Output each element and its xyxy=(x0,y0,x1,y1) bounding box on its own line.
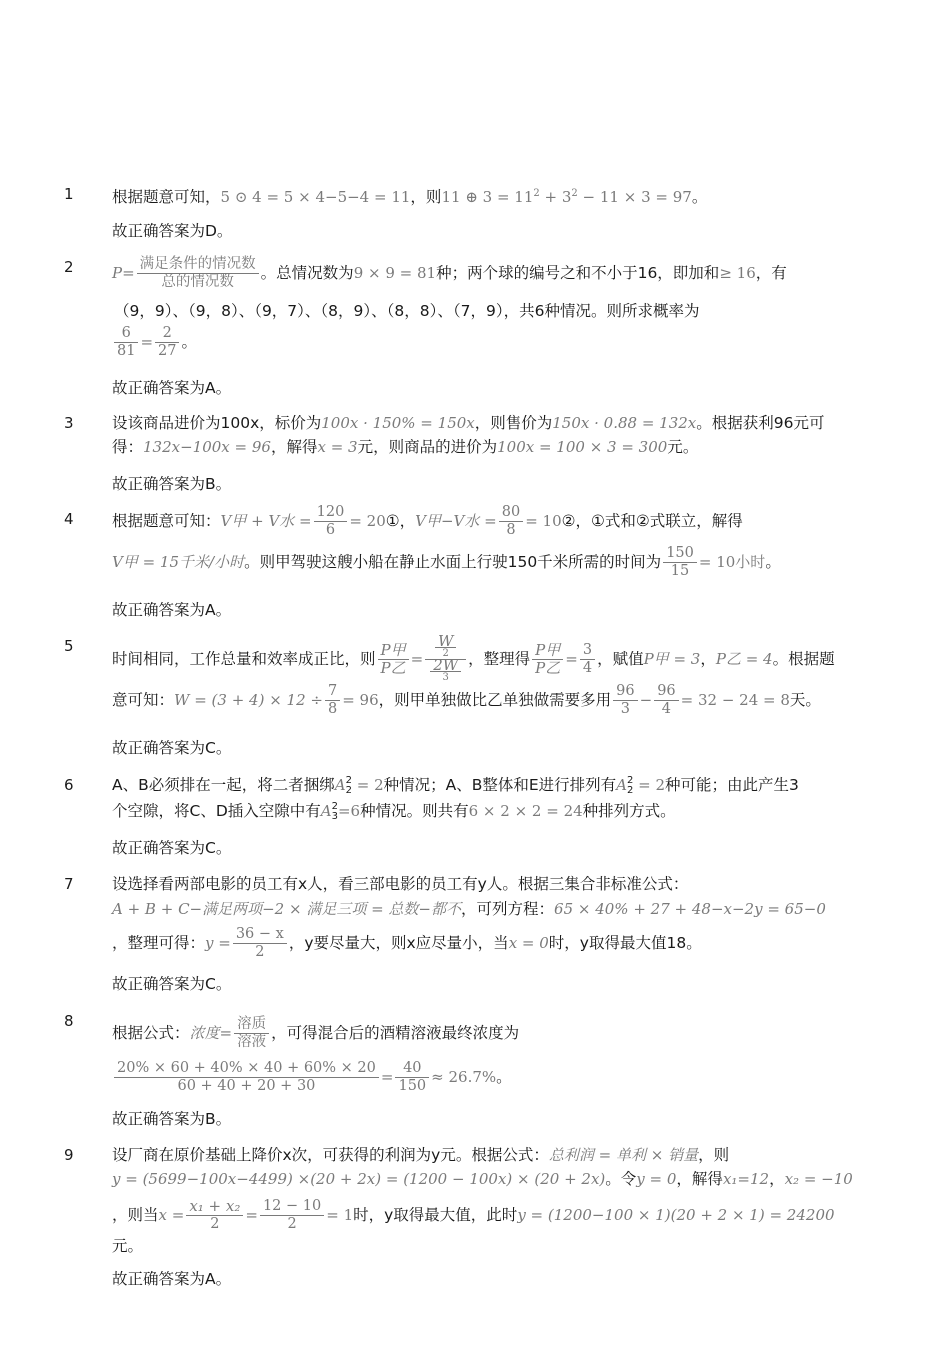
conclusion: 故正确答案为D。 xyxy=(112,222,233,240)
explanation-line: 设该商品进价为100x，标价为100x · 150% = 150x，则售价为150x · 0.88 = 132x。根据获利96元可 xyxy=(112,414,825,432)
explanation-line: y = (5699−100x−4499) ×(20 + 2x) = (1200 − 100x) × (20 + 2x)。令y = 0，解得x₁=12，x₂ = −10 xyxy=(112,1170,853,1188)
item-number: 4 xyxy=(64,510,74,528)
explanation-line: 根据题意可知：V甲 + V水 = $\frac{120}{6}$ = 20①，V甲−V水 = $\frac{80}{8}$ = 10②，①式和②式联立，解得 xyxy=(112,504,743,538)
explanation-line: 元。 xyxy=(112,1237,144,1255)
explanation-line xyxy=(112,183,707,208)
explanation-line: ，则当x = $\frac{\text{x₁ + x₂}}{2}$ = $\frac{12 - 10}{2}$ = 1时，y取得最大值，此时y = (1200−100 × 1)(20 + 2 × 1) = 24200 xyxy=(112,1197,835,1232)
fraction: $\frac{\text{溶质}}{\text{溶液}}$ xyxy=(234,1016,269,1051)
fraction: $\frac{\text{满足条件的情况数}}{\text{总的情况数}}$ xyxy=(137,256,259,291)
conclusion: 故正确答案为C。 xyxy=(112,839,232,857)
item-number: 6 xyxy=(64,776,74,794)
fraction: $\frac{3}{4}$ xyxy=(580,642,595,677)
text: 。 xyxy=(691,188,708,206)
fraction: $\frac{36 - x}{2}$ xyxy=(233,926,287,961)
item-number: 9 xyxy=(64,1146,74,1164)
conclusion: 故正确答案为B。 xyxy=(112,1110,232,1128)
item-number: 7 xyxy=(64,875,74,893)
explanation-line: A、B必须排在一起，将二者捆绑A2 2 = 2种情况；A、B整体和E进行排列有A2 2 = 2种可能；由此产生3 xyxy=(112,774,799,796)
fraction: $\frac{40}{150}$ xyxy=(395,1060,429,1095)
fraction: $\frac{20\% \times 60 + 40\% \times 40 + 60\% \times 20}{60 + 40 + 20 + 30}$ xyxy=(114,1060,379,1095)
item-number: 2 xyxy=(64,258,74,276)
explanation-line: 意可知：W = (3 + 4) × 12 ÷ $\frac{7}{8}$ = 96，则甲单独做比乙单独做需要多用 $\frac{96}{3}$ − $\frac{96}{4}$ = 32 − 24 = 8天。 xyxy=(112,683,821,717)
fraction: $\frac{96}{4}$ xyxy=(654,683,678,718)
explanation-line: $\frac{6}{81}$ = $\frac{2}{27}$ 。 xyxy=(112,325,197,360)
conclusion: 故正确答案为C。 xyxy=(112,975,232,993)
explanation-line: 设选择看两部电影的员工有x人，看三部电影的员工有y人。根据三集合非标准公式： xyxy=(112,875,689,893)
fraction: $\frac{\frac{W}{2}}{\frac{2W}{3}}$ xyxy=(425,636,466,683)
fraction: $\frac{96}{3}$ xyxy=(613,683,637,718)
conclusion: 故正确答案为A。 xyxy=(112,1270,232,1288)
fraction: $\frac{2}{27}$ xyxy=(155,325,179,360)
fraction: $\frac{120}{6}$ xyxy=(314,504,348,539)
conclusion: 故正确答案为B。 xyxy=(112,475,232,493)
explanation-line: 个空隙，将C、D插入空隙中有A2 3=6种情况。则共有6 × 2 × 2 = 24种排列方式。 xyxy=(112,800,676,822)
text: ，则 xyxy=(410,188,442,206)
math: 11 ⊕ $3 = 11^2 + 3^2 - 11 \times 3 = 97$ xyxy=(441,188,692,206)
explanation-line: （9，9）、（9，8）、（9，7）、（8，9）、（8，8）、（7，9），共6种情况。则所求概率为 xyxy=(114,302,700,320)
fraction: $\frac{7}{8}$ xyxy=(325,683,340,718)
explanation-line: P= $\frac{\text{满足条件的情况数}}{\text{总的情况数}}$ 。总情况数为9 × 9 = 81种；两个球的编号之和不小于16，即加和≥ 16，有 xyxy=(112,256,787,290)
explanation-line: $\frac{20\% \times 60 + 40\% \times 40 + 60\% \times 20}{60 + 40 + 20 + 30}$ = $\frac{40}{150}$ ≈ 26.7%。 xyxy=(112,1060,512,1095)
item-number: 1 xyxy=(64,185,74,203)
fraction: $\frac{12 - 10}{2}$ xyxy=(260,1198,324,1233)
explanation-line: 时间相同，工作总量和效率成正比，则 $\frac{\text{P甲}}{\text{P乙}}$ = $\frac{\frac{W}{2}}{\frac{2W}{3}}$ ，整理得 $\frac{\text{P甲}}{\text{P乙}}$ = $\frac{3}{4}$ ，赋值P甲 = 3，P乙 = 4。根据题 xyxy=(112,632,835,683)
fraction: $\frac{\text{x₁ + x₂}}{2}$ xyxy=(186,1198,243,1233)
item-number: 8 xyxy=(64,1012,74,1030)
conclusion: 故正确答案为C。 xyxy=(112,739,232,757)
explanation-line: 设厂商在原价基础上降价x次，可获得的利润为y元。根据公式：总利润 = 单利 × 销量，则 xyxy=(112,1146,730,1164)
item-number: 3 xyxy=(64,414,74,432)
conclusion: 故正确答案为A。 xyxy=(112,379,232,397)
explanation-line: A + B + C−满足两项−2 × 满足三项 = 总数−都不，可列方程：65 × 40% + 27 + 48−x−2y = 65−0 xyxy=(112,900,826,918)
fraction: $\frac{150}{15}$ xyxy=(663,545,697,580)
fraction: $\frac{6}{81}$ xyxy=(114,325,138,360)
explanation-line: V甲 = 15千米/小时。则甲驾驶这艘小船在静止水面上行驶150千米所需的时间为 $\frac{150}{15}$ = 10小时。 xyxy=(112,545,781,579)
fraction: $\frac{\text{P甲}}{\text{P乙}}$ xyxy=(532,642,563,677)
fraction: $\frac{80}{8}$ xyxy=(499,504,523,539)
explanation-line: 得：132x−100x = 96，解得x = 3元，则商品的进价为100x = 100 × 3 = 300元。 xyxy=(112,438,699,456)
conclusion: 故正确答案为A。 xyxy=(112,601,232,619)
item-number: 5 xyxy=(64,637,74,655)
text: 根据题意可知， xyxy=(112,188,221,206)
math: 5 ⊙ 4 = 5 × 4−5−4 = 11 xyxy=(220,188,411,206)
fraction: $\frac{\text{P甲}}{\text{P乙}}$ xyxy=(378,642,409,677)
explanation-line: 根据公式：浓度= $\frac{\text{溶质}}{\text{溶液}}$ ，可得混合后的酒精溶液最终浓度为 xyxy=(112,1016,520,1050)
explanation-line: ，整理可得：y = $\frac{36 - x}{2}$ ，y要尽量大，则x应尽量小，当x = 0时，y取得最大值18。 xyxy=(112,926,702,960)
